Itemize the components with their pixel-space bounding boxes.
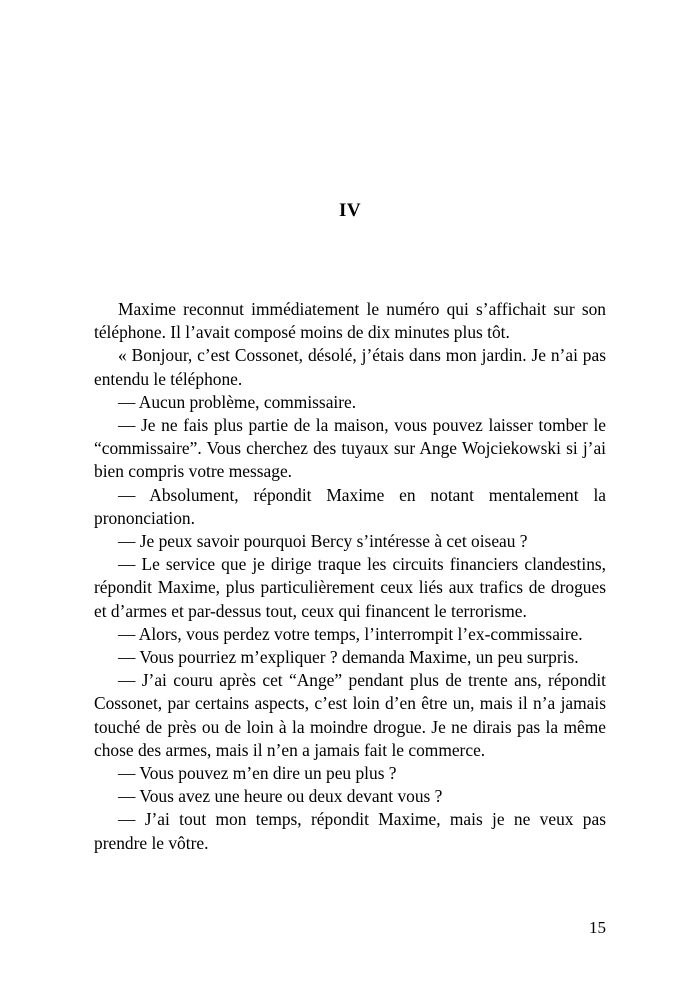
paragraph: Maxime reconnut immédiatement le numéro qui s’affichait sur son téléphone. Il l’avait composé moins de dix minutes plus tôt.: [94, 299, 606, 343]
paragraph: — J’ai couru après cet “Ange” pendant plus de trente ans, répondit Cossonet, par certains aspects, c’est loin d’en être un, mais il n’a jamais touché de près ou de loin à la moindre drogue. Je ne dirais pas la même chose des armes, mais il n’en a jamais fait le commerce.: [94, 670, 606, 760]
paragraph: — J’ai tout mon temps, répondit Maxime, mais je ne veux pas prendre le vôtre.: [94, 809, 606, 853]
paragraph: — Vous pourriez m’expliquer ? demanda Maxime, un peu surpris.: [118, 647, 579, 668]
paragraph: — Je ne fais plus partie de la maison, vous pouvez laisser tomber le “commissaire”. Vous cherchez des tuyaux sur Ange Wojciekowski si j’ai bien compris votre message.: [94, 415, 606, 482]
paragraph: — Vous avez une heure ou deux devant vous ?: [118, 786, 443, 807]
paragraph: — Alors, vous perdez votre temps, l’interrompit l’ex-commissaire.: [118, 623, 583, 644]
body-text: [94, 298, 606, 855]
chapter-title: IV: [338, 200, 362, 221]
paragraph: — Aucun problème, commissaire.: [118, 391, 357, 412]
paragraph: — Je peux savoir pourquoi Bercy s’intéresse à cet oiseau ?: [118, 531, 528, 552]
paragraph: — Absolument, répondit Maxime en notant mentalement la prononciation.: [94, 484, 606, 528]
paragraph: « Bonjour, c’est Cossonet, désolé, j’étais dans mon jardin. Je n’ai pas entendu le téléphone.: [94, 345, 606, 389]
page-number: 15: [589, 918, 606, 937]
paragraph: — Le service que je dirige traque les circuits financiers clandestins, répondit Maxime, plus particulièrement ceux liés aux trafics de drogues et d’armes et par-dessus tout, ceux qui financent le terrorisme.: [94, 554, 606, 621]
paragraph: — Vous pouvez m’en dire un peu plus ?: [118, 763, 397, 784]
